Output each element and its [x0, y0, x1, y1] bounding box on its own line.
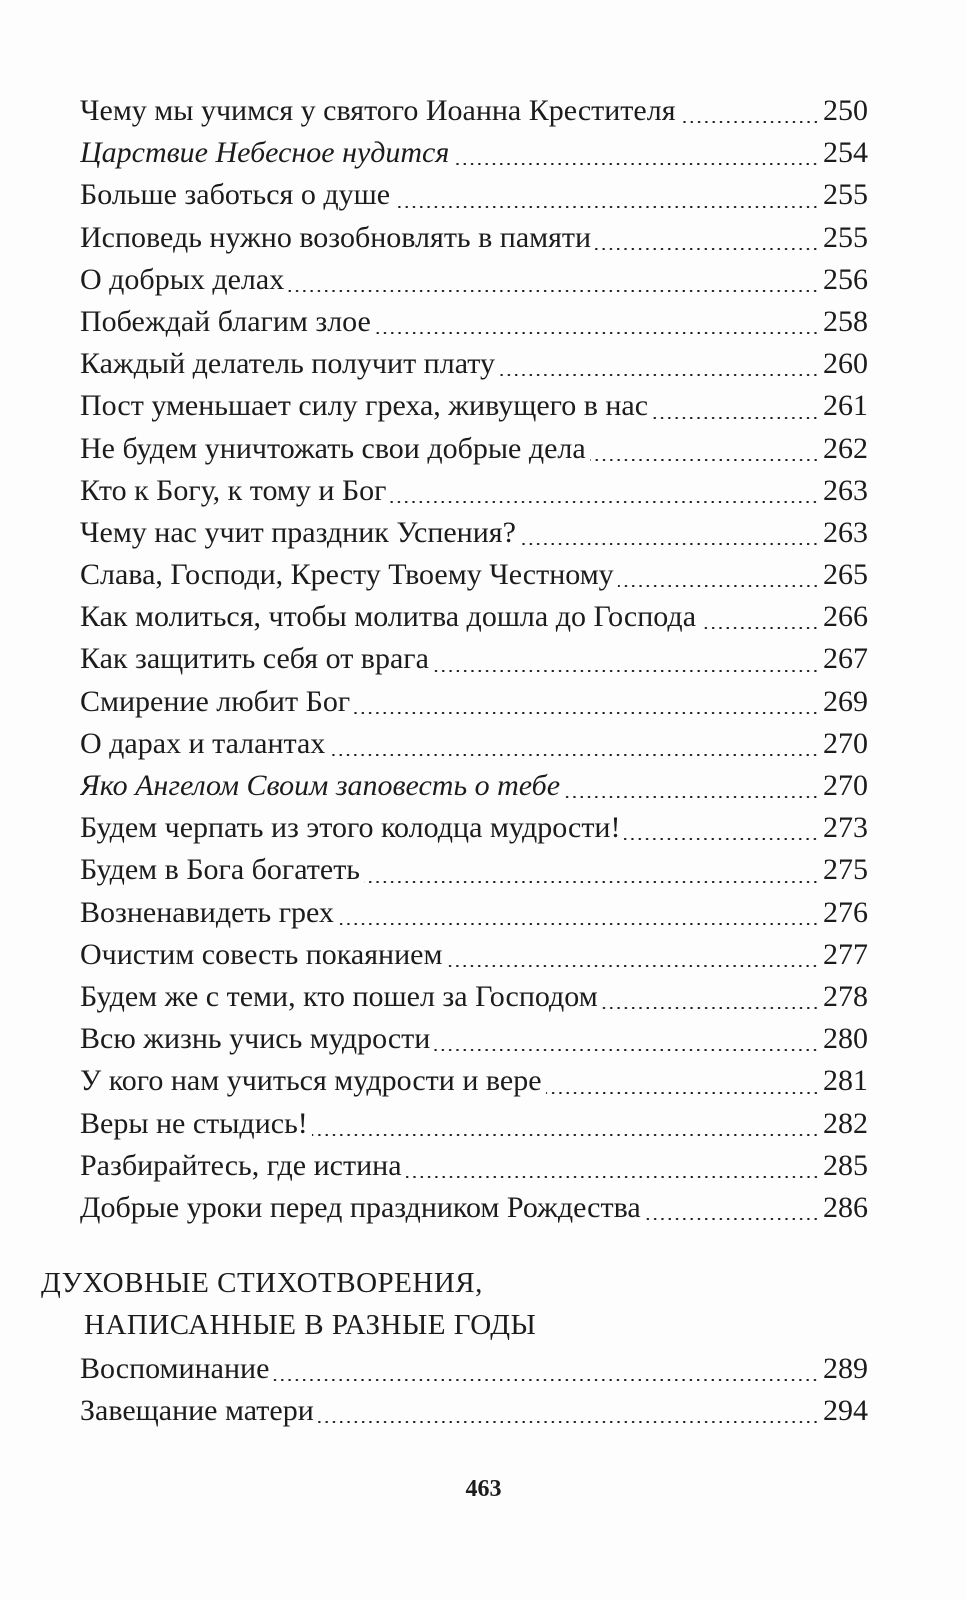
toc-entry-title: Каждый делатель получит плату: [80, 347, 495, 381]
toc-entry-page-number: 280: [823, 1022, 868, 1056]
toc-entry-page-number: 256: [823, 262, 868, 296]
toc-entry-page-number: 282: [823, 1106, 868, 1140]
dot-leader: [645, 1218, 819, 1220]
toc-entry: [80, 343, 868, 385]
table-of-contents-main: [80, 90, 868, 1229]
dot-leader: [433, 670, 819, 672]
toc-entry-page-number: 267: [823, 642, 868, 676]
toc-entry-page-number: 250: [823, 94, 868, 127]
dot-leader: [273, 1379, 819, 1381]
toc-entry-title: Воспоминание: [80, 1352, 270, 1385]
toc-entry: [80, 1390, 868, 1432]
toc-entry: [80, 259, 868, 301]
toc-entry-page-number: 263: [823, 473, 868, 507]
toc-entry-page-number: 258: [823, 304, 868, 338]
toc-entry-page-number: 289: [823, 1352, 868, 1385]
toc-entry-title: Пост уменьшает силу греха, живущего в нас: [80, 389, 649, 423]
dot-leader: [312, 1134, 819, 1136]
dot-leader: [624, 838, 819, 840]
dot-leader: [546, 1092, 819, 1094]
toc-entry-title: Слава, Господи, Кресту Твоему Честному: [80, 558, 614, 592]
toc-entry-page-number: 285: [823, 1148, 868, 1182]
toc-entry-title: Чему мы учимся у святого Иоанна Крестителя: [80, 94, 676, 127]
dot-leader: [590, 459, 819, 461]
toc-entry-title: Не будем уничтожать свои добрые дела: [80, 431, 586, 465]
toc-entry: [80, 470, 868, 512]
toc-entry-page-number: 270: [823, 769, 868, 802]
dot-leader: [520, 543, 819, 545]
dot-leader: [434, 1049, 819, 1051]
dot-leader: [318, 1421, 819, 1423]
toc-entry: [80, 174, 868, 216]
toc-entry: [80, 132, 868, 174]
toc-entry-title: Всю жизнь учись мудрости: [80, 1022, 431, 1056]
toc-entry: [80, 554, 868, 596]
toc-entry-page-number: 286: [823, 1190, 868, 1224]
toc-entry: [80, 1103, 868, 1145]
toc-entry-title: Веры не стыдись!: [80, 1106, 308, 1140]
toc-entry: [80, 90, 868, 132]
toc-entry: [80, 512, 868, 554]
toc-entry: [80, 428, 868, 470]
table-of-contents-poems: [80, 1348, 868, 1432]
toc-entry-page-number: 277: [823, 937, 868, 971]
toc-entry-page-number: 294: [823, 1394, 868, 1428]
toc-entry-title: Больше заботься о душе: [80, 178, 391, 212]
dot-leader: [602, 1007, 819, 1009]
toc-entry-page-number: 262: [823, 431, 868, 465]
toc-entry-title: Яко Ангелом Своим заповесть о тебе: [80, 769, 561, 802]
toc-entry-page-number: 278: [823, 979, 868, 1013]
toc-entry: [80, 807, 868, 849]
toc-entry-page-number: 276: [823, 895, 868, 929]
dot-leader: [394, 206, 819, 208]
toc-entry: [80, 217, 868, 259]
dot-leader: [652, 417, 819, 419]
toc-entry-title: Добрые уроки перед праздником Рождества: [80, 1190, 641, 1224]
toc-entry-page-number: 266: [823, 600, 868, 634]
dot-leader: [618, 585, 819, 587]
dot-leader: [564, 796, 819, 798]
toc-entry: [80, 1018, 868, 1060]
toc-entry: [80, 681, 868, 723]
toc-entry-title: Завещание матери: [80, 1394, 314, 1428]
toc-entry-page-number: 260: [823, 347, 868, 381]
toc-entry: [80, 385, 868, 427]
toc-entry: [80, 1348, 868, 1390]
toc-entry-title: Будем же с теми, кто пошел за Господом: [80, 979, 598, 1013]
dot-leader: [446, 965, 819, 967]
toc-entry-title: Царствие Небесное нудится: [80, 136, 450, 170]
toc-entry: [80, 1060, 868, 1102]
toc-entry-page-number: 263: [823, 515, 868, 549]
toc-entry-page-number: 270: [823, 726, 868, 760]
toc-entry: [80, 596, 868, 638]
toc-entry-title: Кто к Богу, к тому и Бог: [80, 473, 387, 507]
page-number: 463: [465, 1476, 502, 1502]
toc-entry: [80, 976, 868, 1018]
toc-entry-page-number: 269: [823, 684, 868, 718]
toc-entry: [80, 301, 868, 343]
toc-entry: [80, 765, 868, 807]
toc-entry: [80, 723, 868, 765]
dot-leader: [700, 627, 819, 629]
toc-entry-page-number: 255: [823, 220, 868, 254]
toc-entry: [80, 849, 868, 891]
dot-leader: [406, 1176, 819, 1178]
toc-entry-page-number: 261: [823, 389, 868, 423]
toc-entry-title: Побеждай благим злое: [80, 304, 371, 338]
dot-leader: [375, 332, 819, 334]
toc-entry: [80, 1187, 868, 1229]
section-heading-line-1: ДУХОВНЫЕ СТИХОТВОРЕНИЯ,: [41, 1267, 483, 1299]
dot-leader: [499, 374, 819, 376]
dot-leader: [595, 248, 819, 250]
dot-leader: [354, 712, 819, 714]
toc-entry-title: Очистим совесть покаянием: [80, 937, 443, 971]
toc-entry-title: О дарах и талантах: [80, 726, 326, 760]
toc-entry-page-number: 275: [823, 853, 868, 887]
section-heading: [41, 1262, 841, 1346]
toc-entry: [80, 892, 868, 934]
toc-entry-title: О добрых делах: [80, 262, 285, 296]
dot-leader: [364, 881, 819, 883]
toc-entry-page-number: 265: [823, 558, 868, 592]
dot-leader: [338, 923, 819, 925]
dot-leader: [390, 501, 819, 503]
section-heading-line-2: НАПИСАННЫЕ В РАЗНЫЕ ГОДЫ: [84, 1309, 537, 1341]
toc-entry: [80, 638, 868, 680]
dot-leader: [288, 290, 819, 292]
toc-entry-page-number: 281: [823, 1064, 868, 1098]
toc-entry-title: Разбирайтесь, где истина: [80, 1148, 402, 1182]
toc-entry-title: Будем черпать из этого колодца мудрости!: [80, 811, 621, 845]
toc-entry-title: У кого нам учиться мудрости и вере: [80, 1064, 542, 1098]
toc-entry-title: Как молиться, чтобы молитва дошла до Господа: [80, 600, 697, 634]
toc-entry-title: Возненавидеть грех: [80, 895, 334, 929]
toc-entry-page-number: 255: [823, 178, 868, 212]
toc-entry-title: Как защитить себя от врага: [80, 642, 429, 676]
toc-entry-title: Исповедь нужно возобновлять в памяти: [80, 220, 592, 254]
toc-entry: [80, 934, 868, 976]
toc-entry-page-number: 273: [823, 811, 868, 845]
toc-entry: [80, 1145, 868, 1187]
dot-leader: [680, 121, 820, 123]
dot-leader: [329, 754, 819, 756]
toc-entry-title: Чему нас учит праздник Успения?: [80, 515, 516, 549]
toc-entry-title: Смирение любит Бог: [80, 684, 351, 718]
toc-entry-title: Будем в Бога богатеть: [80, 853, 360, 887]
dot-leader: [453, 163, 819, 165]
toc-entry-page-number: 254: [823, 136, 868, 170]
